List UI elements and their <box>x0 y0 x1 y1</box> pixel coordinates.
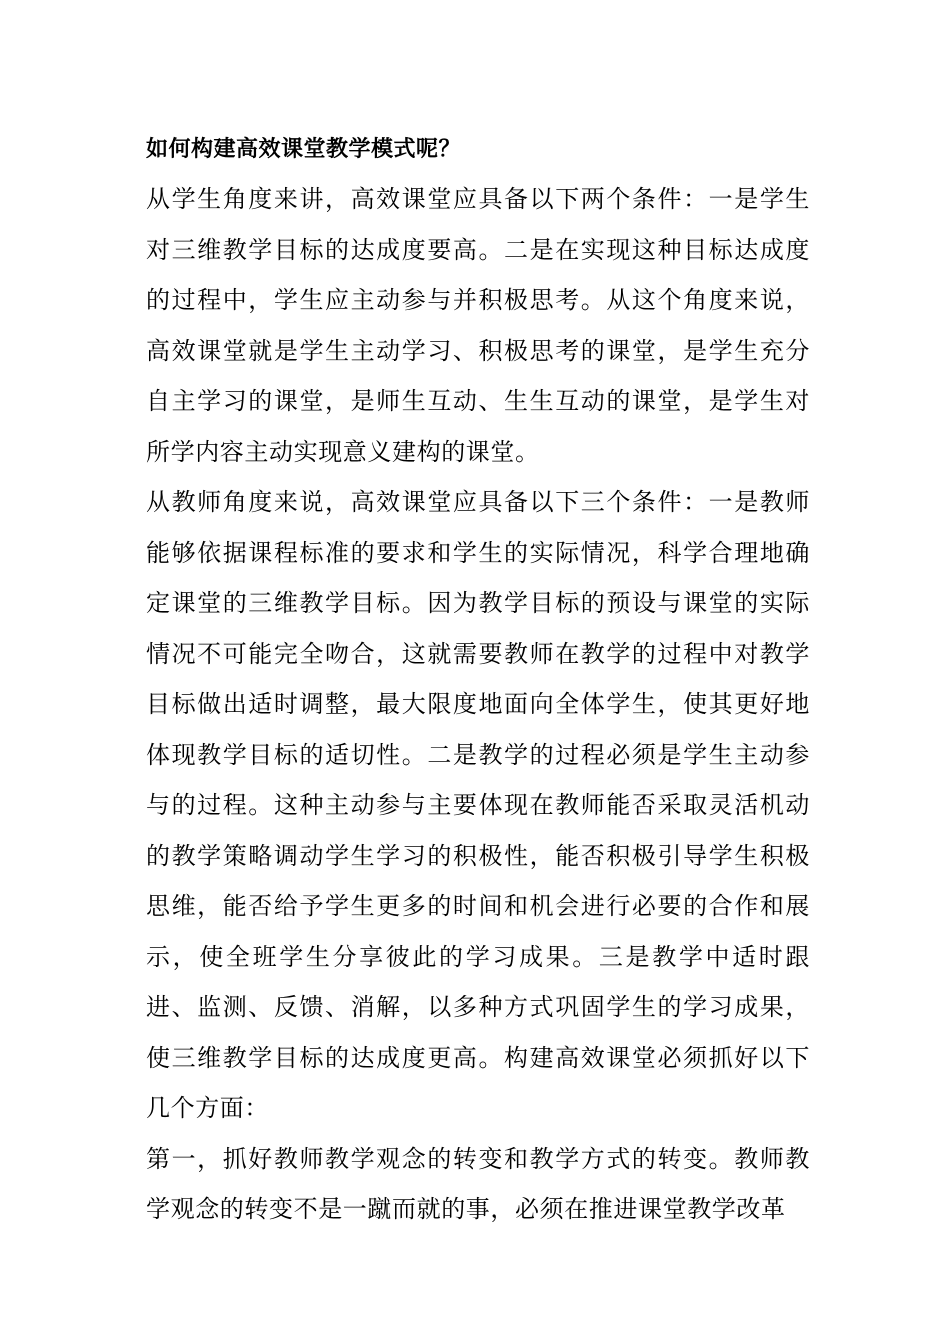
paragraph-student-perspective: 从学生角度来讲，高效课堂应具备以下两个条件：一是学生对三维教学目标的达成度要高。二是在实现这种目标达成度的过程中，学生应主动参与并积极思考。从这个角度来说，高效课堂就是学生主动学习、积极思考的课堂，是学生充分自主学习的课堂，是师生互动、生生互动的课堂，是学生对所学内容主动实现意义建构的课堂。 <box>146 185 810 466</box>
document-body <box>146 124 810 1235</box>
paragraph-teacher-perspective: 从教师角度来说，高效课堂应具备以下三个条件：一是教师能够依据课程标准的要求和学生的实际情况，科学合理地确定课堂的三维教学目标。因为教学目标的预设与课堂的实际情况不可能完全吻合，这就需要教师在教学的过程中对教学目标做出适时调整，最大限度地面向全体学生，使其更好地体现教学目标的适切性。二是教学的过程必须是学生主动参与的过程。这种主动参与主要体现在教师能否采取灵活机动的教学策略调动学生学习的积极性，能否积极引导学生积极思维，能否给予学生更多的时间和机会进行必要的合作和展示，使全班学生分享彼此的学习成果。三是教学中适时跟进、监测、反馈、消解，以多种方式巩固学生的学习成果，使三维教学目标的达成度更高。构建高效课堂必须抓好以下几个方面： <box>146 488 810 1122</box>
paragraph-first-point: 第一，抓好教师教学观念的转变和教学方式的转变。教师教学观念的转变不是一蹴而就的事，必须在推进课堂教学改革 <box>146 1144 810 1223</box>
document-title: 如何构建高效课堂教学模式呢？ <box>146 136 462 162</box>
